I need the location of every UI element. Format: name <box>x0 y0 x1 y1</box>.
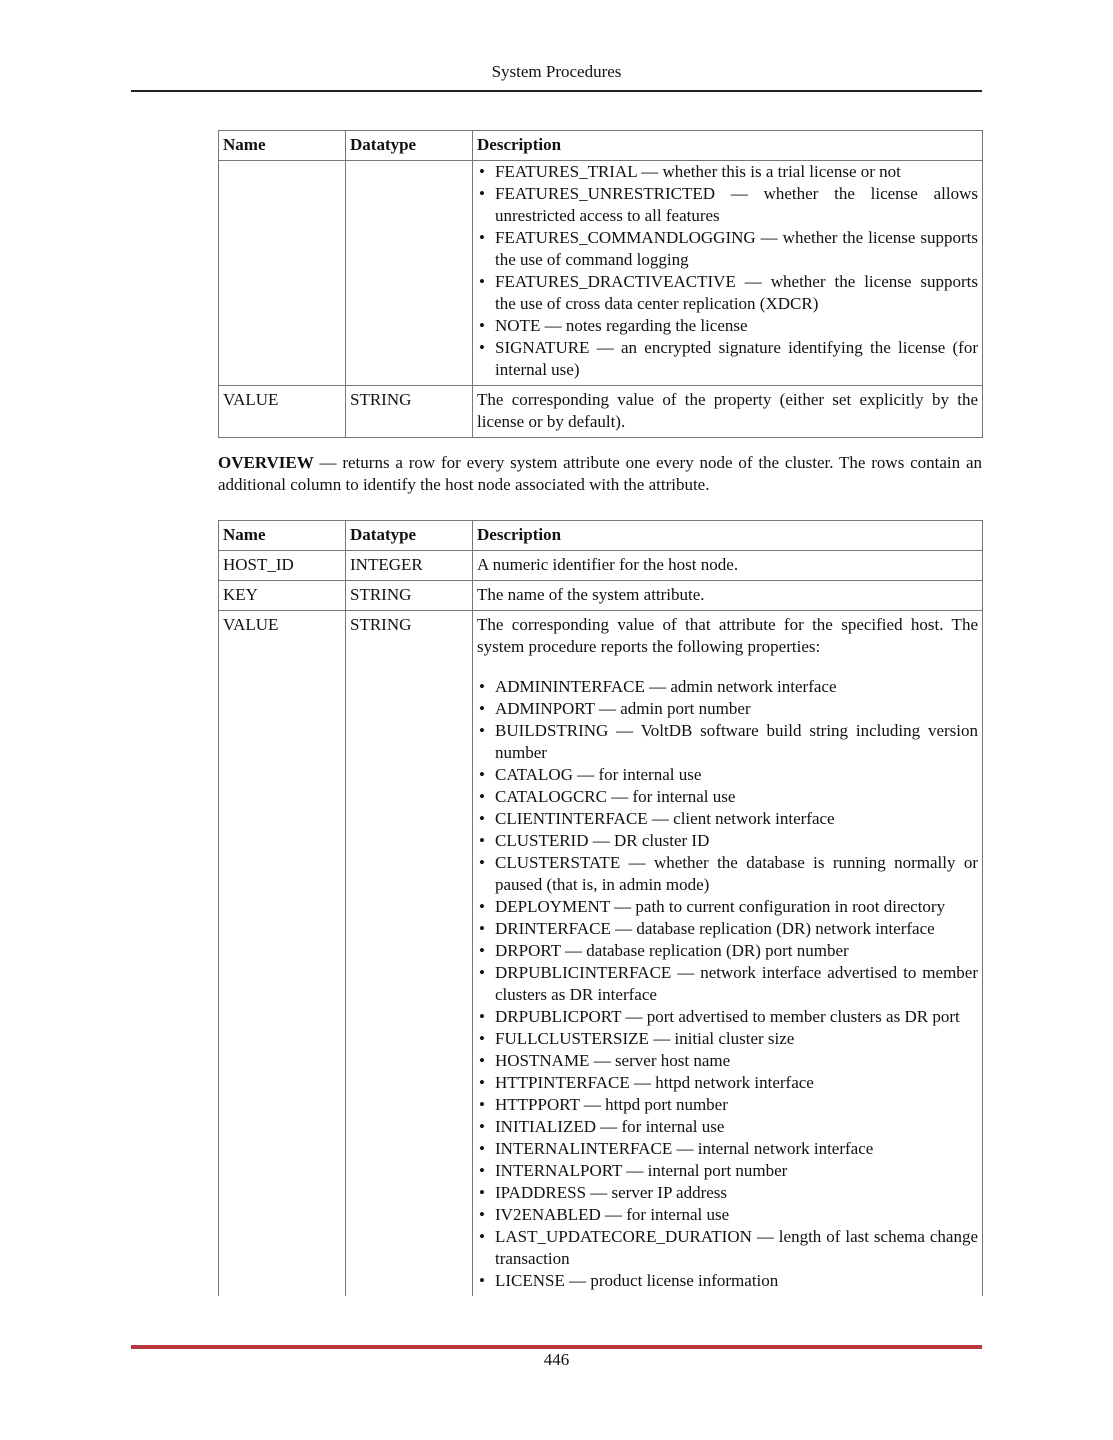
license-properties-table <box>218 130 983 438</box>
description-cell <box>473 611 983 1297</box>
list-item: • BUILDSTRING — VoltDB software build string including version number <box>477 720 978 764</box>
list-item: • CLIENTINTERFACE — client network interface <box>477 808 978 830</box>
overview-term: OVERVIEW <box>218 453 314 472</box>
table-row <box>219 581 983 611</box>
page-number: 446 <box>543 1350 570 1369</box>
list-item: • CLUSTERSTATE — whether the database is running normally or paused (that is, in admin mode) <box>477 852 978 896</box>
datatype-cell-empty <box>346 161 473 386</box>
license-bullet-list <box>477 161 978 381</box>
list-item: • FEATURES_DRACTIVEACTIVE — whether the license supports the use of cross data center replication (XDCR) <box>477 271 978 315</box>
list-item: • CATALOG — for internal use <box>477 764 978 786</box>
datatype-cell: STRING <box>346 611 473 1297</box>
list-item: • IV2ENABLED — for internal use <box>477 1204 978 1226</box>
list-item: • DRPUBLICPORT — port advertised to member clusters as DR port <box>477 1006 978 1028</box>
list-item: • IPADDRESS — server IP address <box>477 1182 978 1204</box>
column-header-datatype: Datatype <box>346 131 473 161</box>
overview-table <box>218 520 983 1296</box>
list-item: • FEATURES_TRIAL — whether this is a trial license or not <box>477 161 978 183</box>
table-row <box>219 551 983 581</box>
list-item: • FEATURES_UNRESTRICTED — whether the license allows unrestricted access to all features <box>477 183 978 227</box>
table-header-row <box>219 131 983 161</box>
table-row-continued <box>219 161 983 386</box>
datatype-cell: STRING <box>346 581 473 611</box>
name-cell-empty <box>219 161 346 386</box>
list-item: • ADMINPORT — admin port number <box>477 698 978 720</box>
running-header: System Procedures <box>491 62 622 81</box>
list-item: • ADMININTERFACE — admin network interface <box>477 676 978 698</box>
page-bottom-margin <box>0 1310 1113 1340</box>
header-rule <box>131 90 982 92</box>
list-item: • INITIALIZED — for internal use <box>477 1116 978 1138</box>
datatype-cell: INTEGER <box>346 551 473 581</box>
list-item: • FULLCLUSTERSIZE — initial cluster size <box>477 1028 978 1050</box>
list-item: • HTTPPORT — httpd port number <box>477 1094 978 1116</box>
list-item: • LICENSE — product license information <box>477 1270 978 1292</box>
name-cell: VALUE <box>219 611 346 1297</box>
list-item: • INTERNALPORT — internal port number <box>477 1160 978 1182</box>
overview-paragraph <box>218 452 982 496</box>
column-header-description: Description <box>473 521 983 551</box>
list-item: • FEATURES_COMMANDLOGGING — whether the license supports the use of command logging <box>477 227 978 271</box>
list-item: • CATALOGCRC — for internal use <box>477 786 978 808</box>
list-item: • HOSTNAME — server host name <box>477 1050 978 1072</box>
list-item: • DEPLOYMENT — path to current configuration in root directory <box>477 896 978 918</box>
attribute-bullet-list <box>477 676 978 1292</box>
table-row <box>219 611 983 1297</box>
list-item: • LAST_UPDATECORE_DURATION — length of last schema change transaction <box>477 1226 978 1270</box>
list-item: • INTERNALINTERFACE — internal network interface <box>477 1138 978 1160</box>
list-item: • DRPUBLICINTERFACE — network interface advertised to member clusters as DR interface <box>477 962 978 1006</box>
description-cell <box>473 161 983 386</box>
list-item: • HTTPINTERFACE — httpd network interface <box>477 1072 978 1094</box>
list-item: • SIGNATURE — an encrypted signature identifying the license (for internal use) <box>477 337 978 381</box>
description-intro: The corresponding value of that attribute for the specified host. The system procedure reports the following properties: <box>477 615 978 656</box>
table-row <box>219 386 983 438</box>
list-item: • NOTE — notes regarding the license <box>477 315 978 337</box>
name-cell: HOST_ID <box>219 551 346 581</box>
name-cell: VALUE <box>219 386 346 438</box>
column-header-datatype: Datatype <box>346 521 473 551</box>
footer-rule <box>131 1345 982 1349</box>
name-cell: KEY <box>219 581 346 611</box>
overview-text: — returns a row for every system attribute one every node of the cluster. The rows contain an additional column to identify the host node associated with the attribute. <box>218 453 982 494</box>
datatype-cell: STRING <box>346 386 473 438</box>
column-header-name: Name <box>219 521 346 551</box>
table-header-row <box>219 521 983 551</box>
list-item: • DRINTERFACE — database replication (DR) network interface <box>477 918 978 940</box>
column-header-name: Name <box>219 131 346 161</box>
description-cell: The name of the system attribute. <box>473 581 983 611</box>
column-header-description: Description <box>473 131 983 161</box>
description-cell: A numeric identifier for the host node. <box>473 551 983 581</box>
list-item: • DRPORT — database replication (DR) port number <box>477 940 978 962</box>
description-cell: The corresponding value of the property (either set explicitly by the license or by default). <box>473 386 983 438</box>
list-item: • CLUSTERID — DR cluster ID <box>477 830 978 852</box>
